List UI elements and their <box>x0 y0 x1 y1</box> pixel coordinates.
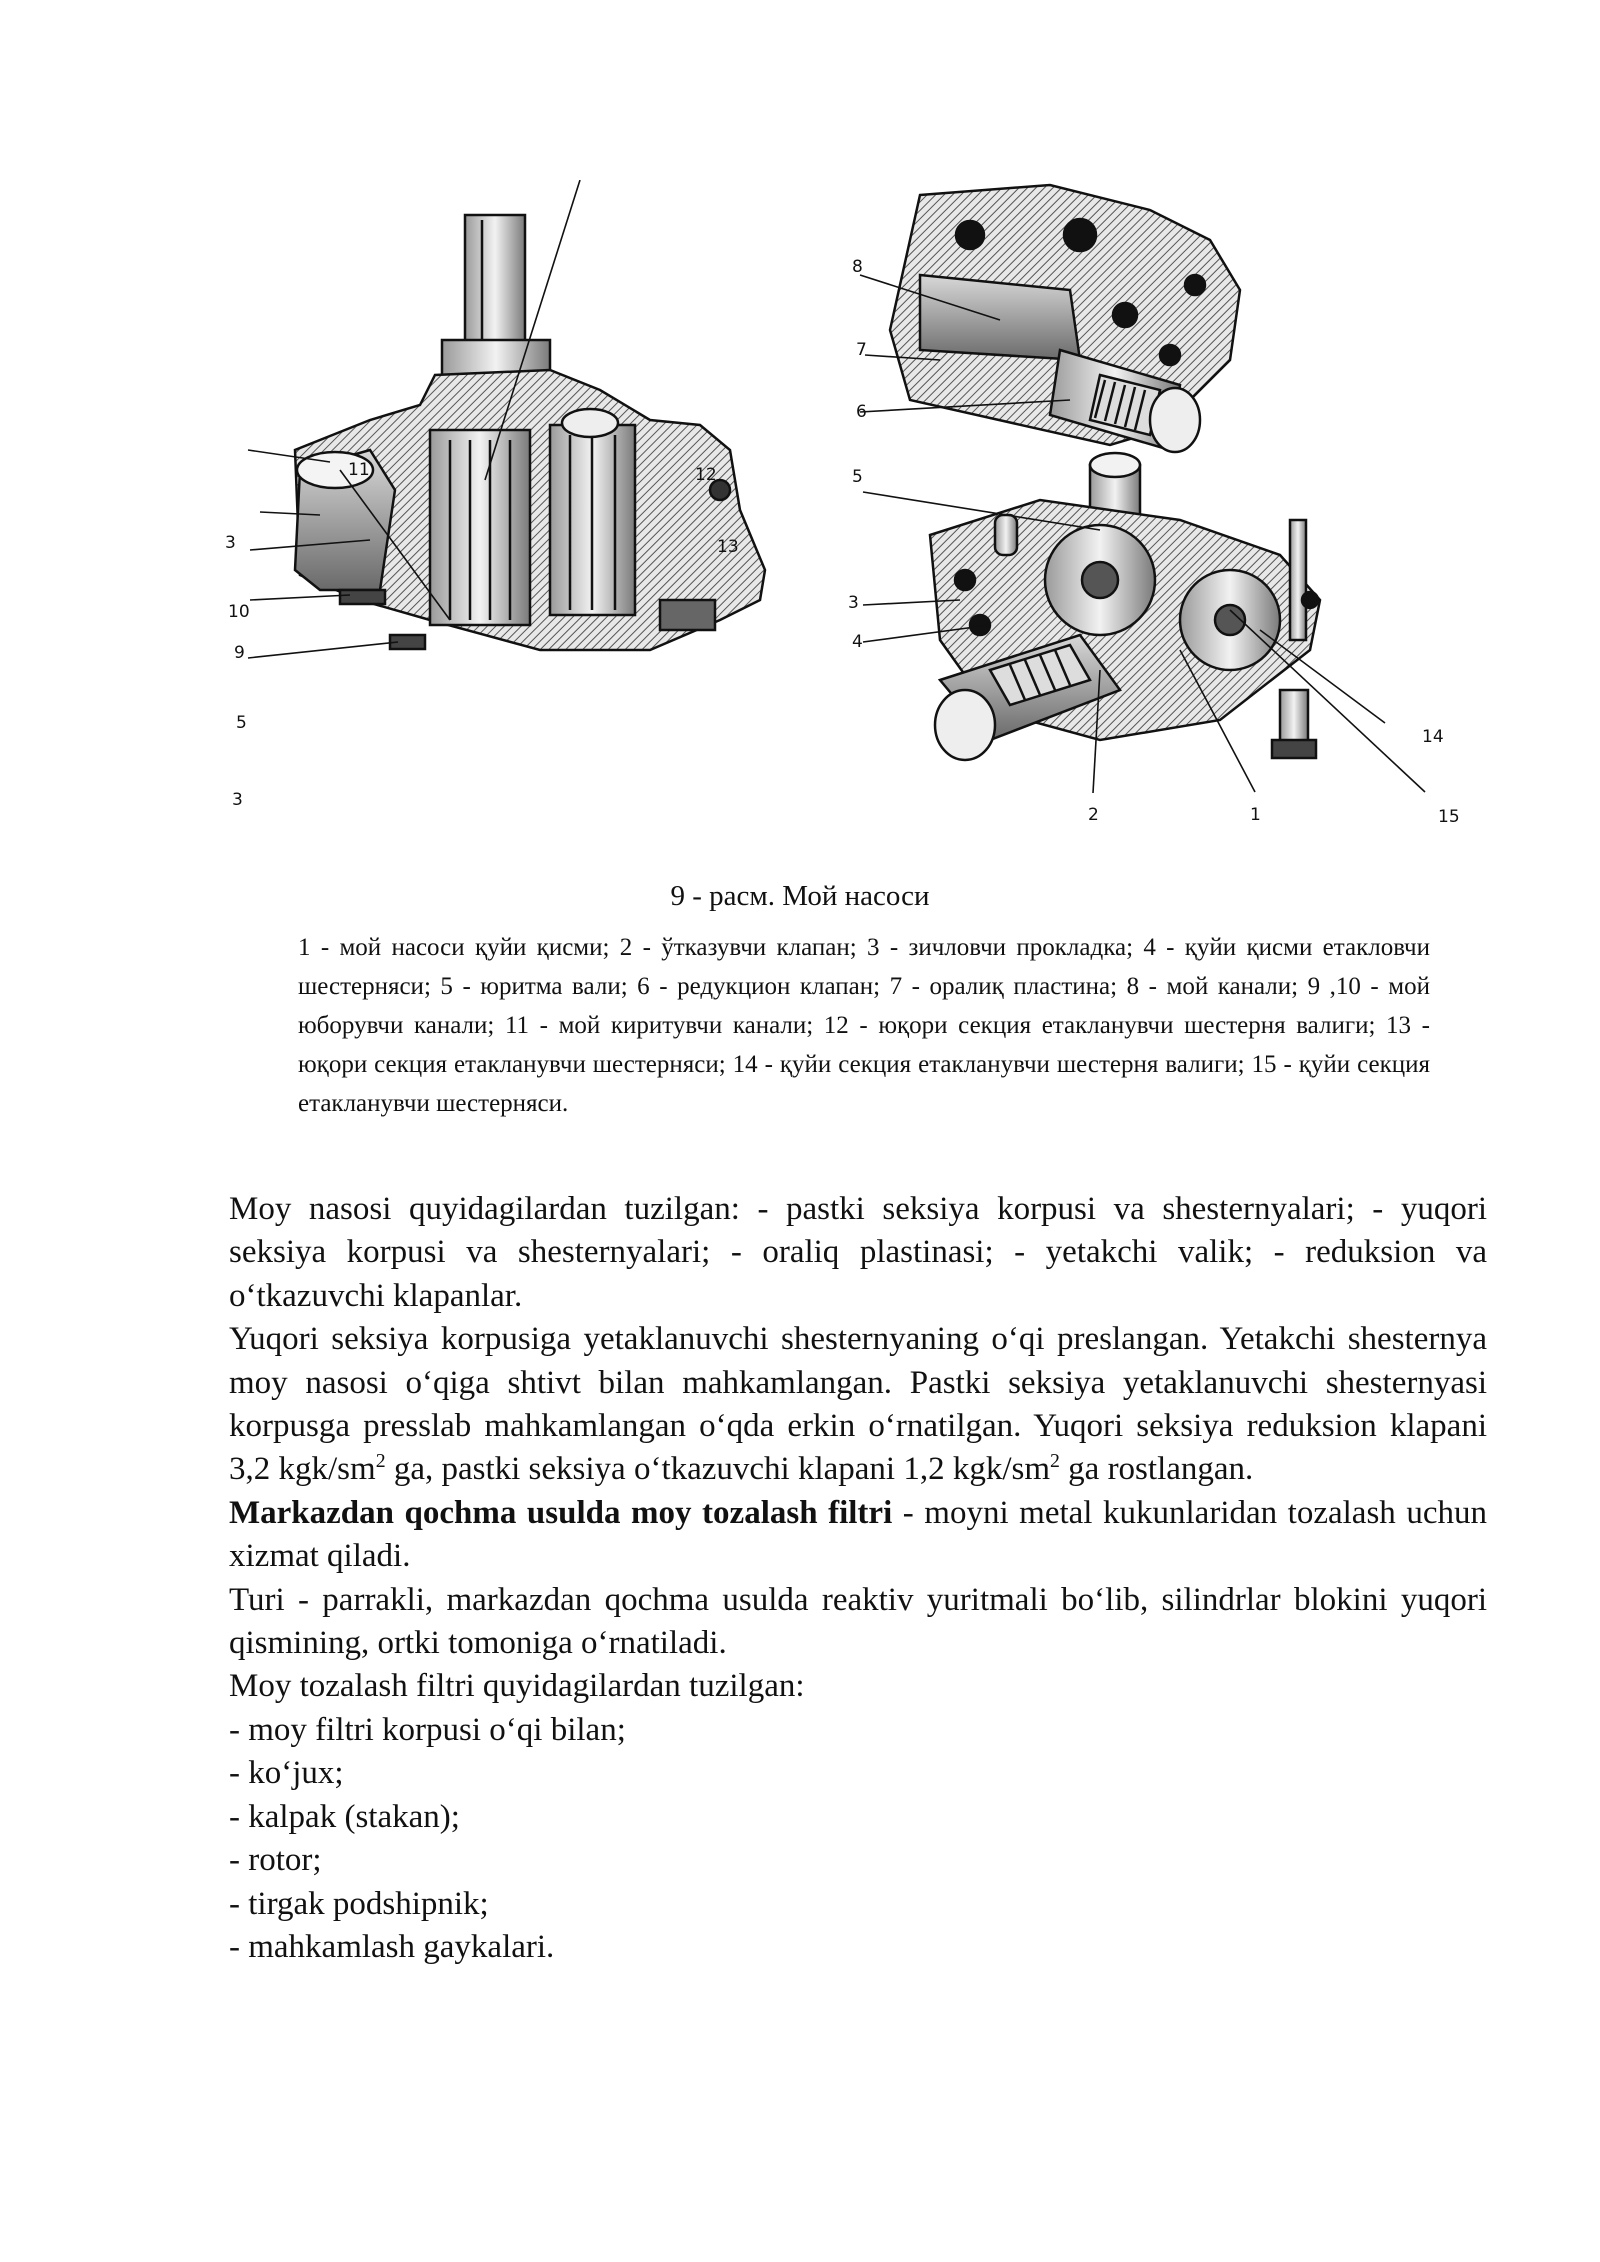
list-item: - moy filtri korpusi oʻqi bilan; <box>229 1711 626 1748</box>
paragraph <box>229 1492 1487 1579</box>
body-text <box>229 1188 1487 1969</box>
superscript: 2 <box>375 1450 386 1473</box>
fig-label: 3 <box>232 790 243 810</box>
paragraph: Moy nasosi quyidagilardan tuzilgan: - pastki seksiya korpusi va shesternyalari; - yuqori seksiya korpusi va shesternyalari; - oraliq plastinasi; - yetakchi valik; - reduksion va oʻtkazuvchi klapanlar. <box>229 1191 1487 1314</box>
fig-label: 11 <box>348 460 370 480</box>
fig-label: 7 <box>856 340 867 360</box>
figure-caption-legend: 1 - мой насоси қуйи қисми; 2 - ўтказувчи клапан; 3 - зичловчи прокладка; 4 - қуйи қисми етакловчи шестерняси; 5 - юритма вали; 6 - редукцион клапан; 7 - оралиқ пластина; 8 - мой канали; 9 ,10 - мой юборувчи канали; 11 - мой киритувчи канали; 12 - юқори секция етакланувчи шестерня валиги; 13 - юқори секция етакланувчи шестерняси; 14 - қуйи секция етакланувчи шестерня валиги; 15 - қуйи секция етакланувчи шестерняси. <box>298 934 1430 1117</box>
fig-label: 3 <box>225 533 236 553</box>
paragraph <box>229 1318 1487 1492</box>
fig-label: 8 <box>852 257 863 277</box>
pump-cutaway-left <box>295 215 765 650</box>
pump-exploded-right <box>890 185 1320 760</box>
list-item: - mahkamlash gaykalari. <box>229 1928 555 1965</box>
list-item: - kalpak (stakan); <box>229 1798 460 1835</box>
paragraph: Turi - parrakli, markazdan qochma usulda reaktiv yuritmali boʻlib, silindrlar blokini yuqori qismining, ortki tomoniga oʻrnatiladi. <box>229 1581 1487 1662</box>
fig-label: 14 <box>1422 727 1444 747</box>
text-run: Yuqori seksiya korpusiga yetaklanuvchi shesternyaning oʻqi preslangan. Yetakchi shesternya moy nasosi oʻqiga shtivt bilan mahkamlangan. Pastki seksiya yetaklanuvchi shesternyasi korpusga presslab mahkamlangan oʻqda erkin oʻrnatilgan. Yuqori seksiya reduksion klapani 3,2 kgk/sm <box>229 1321 1487 1488</box>
bold-term: Markazdan qochma usulda moy tozalash filtri <box>229 1494 893 1531</box>
text-run: ga rostlangan. <box>1059 1451 1254 1488</box>
fig-label: 13 <box>717 537 739 557</box>
list-item: - rotor; <box>229 1842 322 1879</box>
list-item: - koʻjux; <box>229 1755 344 1792</box>
fig-label: 10 <box>228 602 250 622</box>
fig-label: 5 <box>852 467 863 487</box>
fig-label: 15 <box>1438 807 1460 827</box>
fig-label: 2 <box>1088 805 1099 825</box>
superscript: 2 <box>1050 1450 1060 1473</box>
fig-label: 9 <box>234 643 245 663</box>
fig-label: 6 <box>856 402 867 422</box>
oil-pump-figure <box>220 180 1480 860</box>
text-run: ga, pastki seksiya oʻtkazuvchi klapani 1,2 kgk/sm <box>385 1451 1051 1488</box>
fig-label: 12 <box>695 465 717 485</box>
paragraph: Moy tozalash filtri quyidagilardan tuzilgan: <box>229 1668 805 1705</box>
list-item: - tirgak podshipnik; <box>229 1885 489 1922</box>
text-run: - moyni metal kukunlaridan tozalash uchun xizmat qiladi. <box>229 1494 1487 1575</box>
fig-label: 4 <box>852 632 863 652</box>
fig-label: 3 <box>848 593 859 613</box>
fig-label: 1 <box>1250 805 1261 825</box>
figure-caption-title: 9 - расм. Мой насоси <box>670 880 930 912</box>
oil-pump-illustration <box>220 180 1480 860</box>
fig-label: 5 <box>236 713 247 733</box>
